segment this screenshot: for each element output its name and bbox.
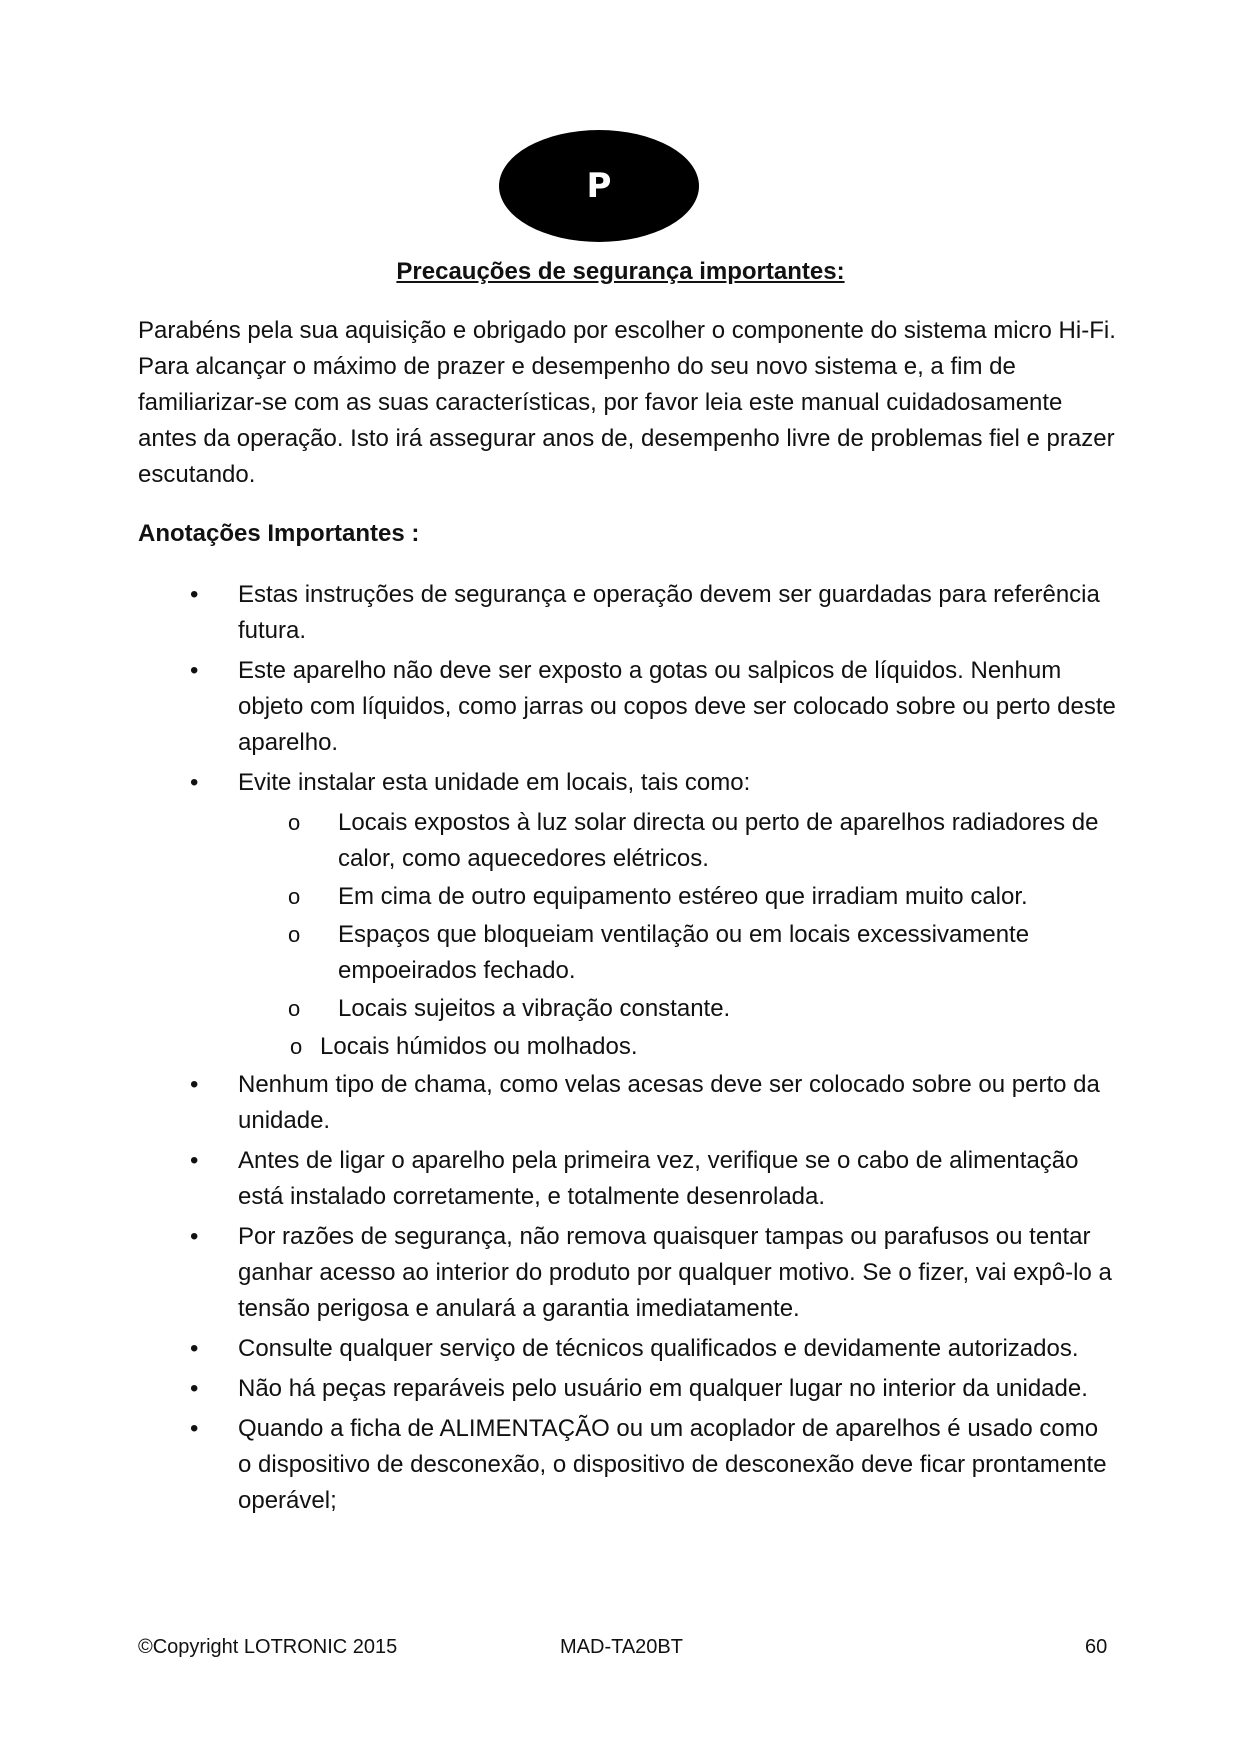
- list-item: [0, 1331, 1118, 1367]
- page-number: 60: [1085, 1636, 1108, 1658]
- list-item-text: Evite instalar esta unidade em locais, tais como:: [238, 769, 751, 796]
- list-item: [0, 577, 1118, 649]
- sub-list-item: [0, 879, 1118, 915]
- sub-list-item-text: Em cima de outro equipamento estéreo que irradiam muito calor.: [338, 883, 1028, 910]
- footer-copyright: ©Copyright LOTRONIC 2015: [138, 1636, 398, 1658]
- list-item-text: Quando a ficha de ALIMENTAÇÃO ou um acoplador de aparelhos é usado como o dispositivo de desconexão, o dispositivo de desconexão deve ficar prontamente operável;: [238, 1415, 1107, 1514]
- sub-list-item: [0, 805, 1118, 877]
- sub-list-item-text: Locais expostos à luz solar directa ou perto de aparelhos radiadores de calor, como aquecedores elétricos.: [338, 809, 1099, 872]
- sub-list-item-text: Locais sujeitos a vibração constante.: [338, 995, 731, 1022]
- list-item-text: Por razões de segurança, não remova quaisquer tampas ou parafusos ou tentar ganhar acesso ao interior do produto por qualquer motivo. Se o fizer, vai expô-lo a tensão perigosa e anulará a garantia imediatamente.: [238, 1223, 1112, 1322]
- bullet-icon: •: [190, 769, 199, 796]
- sub-list-item: [0, 917, 1118, 989]
- bullet-icon: •: [190, 1375, 199, 1402]
- list-item-text: Consulte qualquer serviço de técnicos qualificados e devidamente autorizados.: [238, 1335, 1079, 1362]
- list-item-text: Antes de ligar o aparelho pela primeira vez, verifique se o cabo de alimentação está instalado corretamente, e totalmente desenrolada.: [238, 1147, 1079, 1210]
- list-item: [0, 1143, 1118, 1215]
- list-item: [0, 765, 1118, 801]
- sub-list-item: [0, 1029, 1100, 1065]
- list-item-text: Este aparelho não deve ser exposto a gotas ou salpicos de líquidos. Nenhum objeto com líquidos, como jarras ou copos deve ser colocado sobre ou perto deste aparelho.: [238, 657, 1116, 756]
- bullet-icon: •: [190, 1335, 199, 1362]
- bullet-icon: •: [190, 581, 199, 608]
- list-item: [0, 1067, 1118, 1139]
- page-title: Precauções de segurança importantes:: [396, 258, 845, 285]
- bullet-icon: •: [190, 657, 199, 684]
- list-item-text: Nenhum tipo de chama, como velas acesas deve ser colocado sobre ou perto da unidade.: [238, 1071, 1100, 1134]
- list-item: [0, 1411, 1118, 1519]
- section-heading: Anotações Importantes :: [138, 520, 420, 547]
- bullet-icon: •: [190, 1071, 199, 1098]
- intro-paragraph: Parabéns pela sua aquisição e obrigado por escolher o componente do sistema micro Hi-Fi. Para alcançar o máximo de prazer e desempenho do seu novo sistema e, a fim de familiarizar-se com as suas características, por favor leia este manual cuidadosamente antes da operação. Isto irá assegurar anos de, desempenho livre de problemas fiel e prazer escutando.: [138, 317, 1116, 488]
- bullet-icon: •: [190, 1223, 199, 1250]
- list-item: [0, 1219, 1118, 1327]
- language-letter: P: [586, 166, 612, 206]
- circle-bullet-icon: o: [290, 1034, 303, 1059]
- circle-bullet-icon: o: [288, 884, 301, 909]
- circle-bullet-icon: o: [288, 996, 301, 1021]
- safety-list: [0, 577, 1241, 1523]
- circle-bullet-icon: o: [288, 810, 301, 835]
- circle-bullet-icon: o: [288, 922, 301, 947]
- list-item: [0, 653, 1118, 761]
- sub-list-item: [0, 991, 1118, 1027]
- list-item: [0, 1371, 1118, 1407]
- sub-list-item-text: Espaços que bloqueiam ventilação ou em locais excessivamente empoeirados fechado.: [338, 921, 1030, 984]
- language-badge: [499, 130, 699, 242]
- footer-model: MAD-TA20BT: [560, 1636, 683, 1658]
- bullet-icon: •: [190, 1415, 199, 1442]
- list-item-text: Não há peças reparáveis pelo usuário em qualquer lugar no interior da unidade.: [238, 1375, 1088, 1402]
- bullet-icon: •: [190, 1147, 199, 1174]
- list-item-text: Estas instruções de segurança e operação devem ser guardadas para referência futura.: [238, 581, 1100, 644]
- sub-list-item-text: Locais húmidos ou molhados.: [320, 1033, 638, 1060]
